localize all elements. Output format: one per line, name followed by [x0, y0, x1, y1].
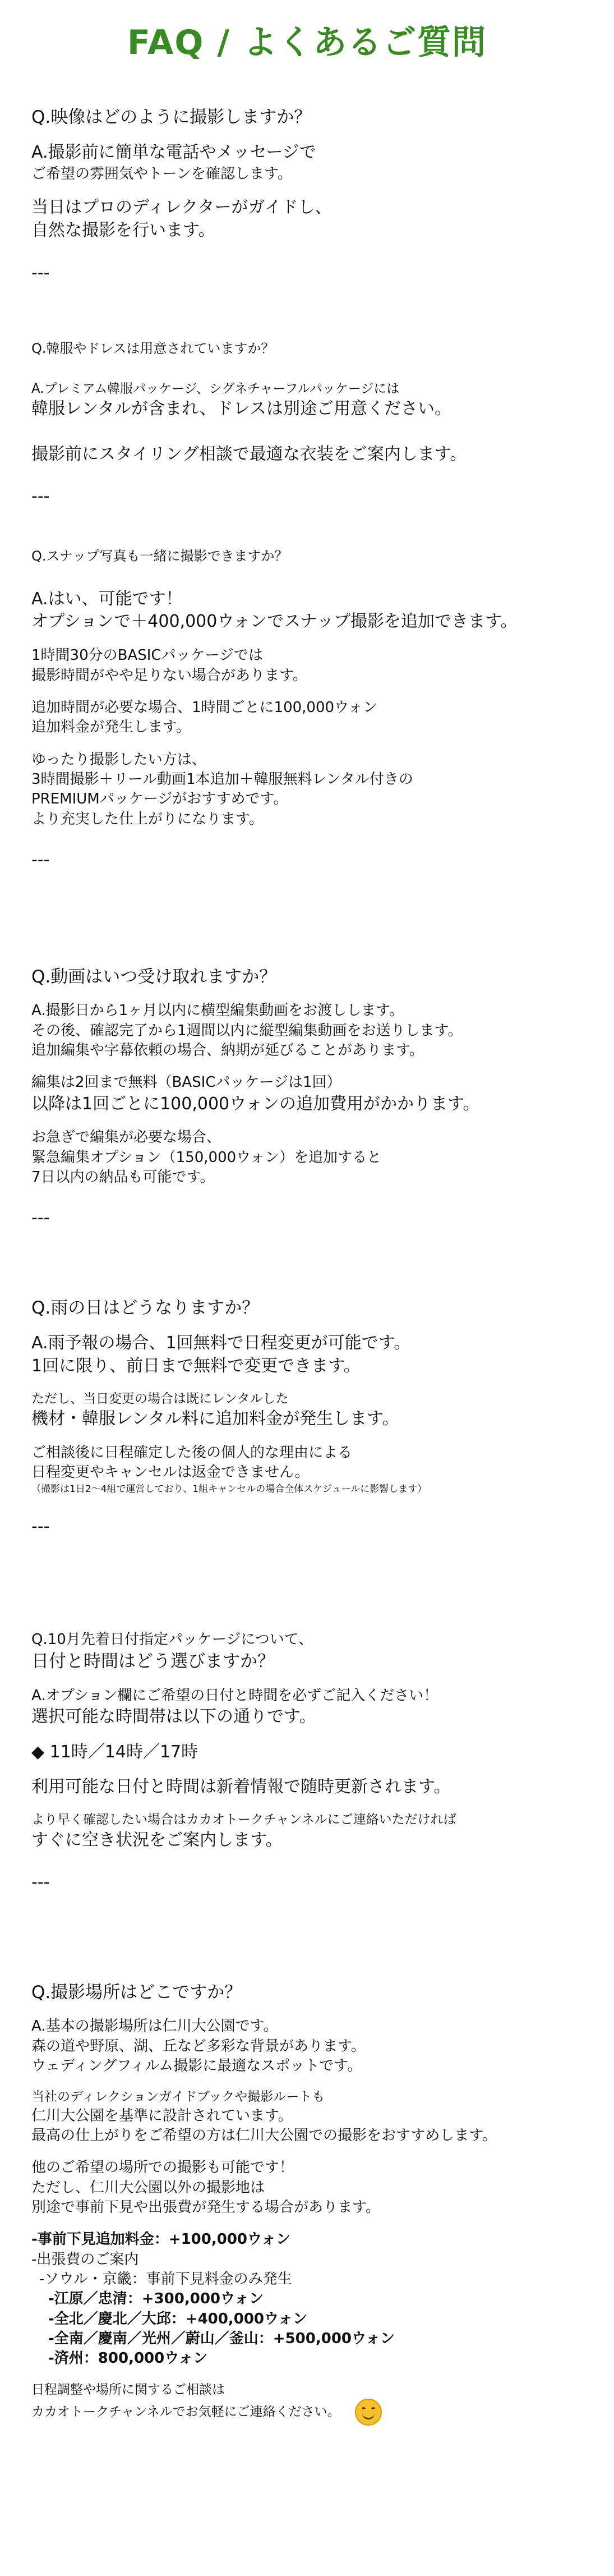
faq-answer-line: ウェディングフィルム撮影に最適なスポットです。: [31, 2057, 362, 2074]
faq-answer-line: 機材・韓服レンタル料に追加料金が発生します。: [31, 1409, 399, 1429]
faq-question: Q.撮影場所はどこですか？: [31, 1982, 242, 2003]
smiley-icon: [355, 2399, 382, 2426]
faq-answer-line: 7日以内の納品も可能です。: [31, 1169, 215, 1186]
section-divider: ---: [31, 263, 50, 283]
travel-fee-region: -全南／慶南／光州／蔚山／釜山：+500,000ウォン: [48, 2330, 395, 2348]
faq-question: 日付と時間はどう選びますか？: [31, 1651, 275, 1672]
faq-answer-line: 最高の仕上がりをご希望の方は仁川大公園での撮影をおすすめします。: [31, 2127, 497, 2144]
faq-answer-line: A.オプション欄にご希望の日付と時間を必ずご記入ください！: [31, 1687, 438, 1704]
faq-answer-line: その後、確認完了から1週間以内に縦型編集動画をお送りします。: [31, 1022, 463, 1039]
faq-question: Q.スナップ写真も一緒に撮影できますか？: [31, 548, 288, 564]
faq-answer-line: 緊急編集オプション（150,000ウォン）を追加すると: [31, 1149, 382, 1166]
time-slots: ◆ 11時／14時／17時: [31, 1742, 198, 1762]
faq-section-hanbok: [31, 339, 592, 505]
travel-fee-seoul: -ソウル・京畿：事前下見料金のみ発生: [39, 2271, 292, 2288]
faq-answer-line: A.プレミアム韓服パッケージ、シグネチャーフルパッケージには: [31, 381, 400, 396]
section-divider: ---: [31, 1872, 50, 1893]
faq-answer-line: 追加編集や字幕依頼の場合、納期が延びることがあります。: [31, 1041, 424, 1059]
faq-answer-line: 他のご希望の場所での撮影も可能です！: [31, 2159, 294, 2176]
faq-section-rain: [31, 1296, 592, 1535]
faq-answer-line: 1回に限り、前日まで無料で変更できます。: [31, 1356, 361, 1376]
contact-line: [31, 2399, 592, 2426]
faq-answer-line: A.撮影前に簡単な電話やメッセージで: [31, 143, 316, 163]
section-divider: ---: [31, 486, 50, 507]
faq-section-location: [31, 1981, 592, 2426]
faq-question: Q.動画はいつ受け取れますか？: [31, 967, 277, 987]
faq-answer-line: 撮影前にスタイリング相談で最適な衣装をご案内します。: [31, 444, 467, 464]
section-divider: ---: [31, 850, 50, 870]
faq-answer-line: 当日はプロのディレクターがガイドし、: [31, 198, 332, 218]
travel-fee-region: -済州：800,000ウォン: [48, 2350, 208, 2367]
faq-answer-line: 追加料金が発生します。: [31, 719, 191, 736]
faq-answer-line: PREMIUMパッケージがおすすめです。: [31, 791, 288, 808]
faq-answer-line: 別途で事前下見や出張費が発生する場合があります。: [31, 2198, 380, 2216]
faq-answer-line: A.雨予報の場合、1回無料で日程変更が可能です。: [31, 1333, 411, 1353]
faq-answer-line: 以降は1回ごとに100,000ウォンの追加費用がかかります。: [31, 1094, 480, 1114]
faq-section-delivery: [31, 965, 592, 1227]
faq-question: Q.雨の日はどうなりますか？: [31, 1298, 260, 1318]
section-divider: ---: [31, 1208, 50, 1228]
faq-answer-line: ご希望の雰囲気やトーンを確認します。: [31, 165, 292, 182]
faq-answer-line: より早く確認したい場合はカカオトークチャンネルにご連絡いただければ: [31, 1812, 456, 1827]
travel-fee-region: -江原／忠清：+300,000ウォン: [48, 2290, 264, 2308]
travel-fee-region: -全北／慶北／大邱：+400,000ウォン: [48, 2310, 307, 2327]
faq-answer-line: 追加時間が必要な場合、1時間ごとに100,000ウォン: [31, 699, 378, 716]
faq-answer-line: ゆったり撮影したい方は、: [31, 751, 206, 768]
faq-section-snap: [31, 547, 592, 869]
page-title: FAQ / よくあるご質問: [127, 23, 487, 62]
faq-answer-line: 当社のディレクションガイドブックや撮影ルートも: [31, 2090, 325, 2105]
faq-answer-line: ただし、仁川大公園以外の撮影地は: [31, 2179, 265, 2196]
faq-answer-line: 3時間撮影＋リール動画1本追加＋韓服無料レンタル付きの: [31, 771, 413, 788]
faq-answer-line: 韓服レンタルが含まれ、ドレスは別途ご用意ください。: [31, 398, 451, 419]
faq-answer-line: すぐに空き状況をご案内します。: [31, 1830, 283, 1850]
faq-answer-line: A.基本の撮影場所は仁川大公園です。: [31, 2018, 278, 2035]
section-divider: ---: [31, 1516, 50, 1536]
faq-answer-line: 撮影時間がやや足りない場合があります。: [31, 667, 307, 684]
faq-question: Q.映像はどのように撮影しますか？: [31, 107, 312, 127]
faq-answer-line: ただし、当日変更の場合は既にレンタルした: [31, 1391, 289, 1406]
contact-text: カカオトークチャンネルでお気軽にご連絡ください。: [31, 2404, 340, 2419]
faq-answer-line: 1時間30分のBASICパッケージでは: [31, 647, 264, 664]
faq-answer-line: 利用可能な日付と時間は新着情報で随時更新されます。: [31, 1777, 451, 1797]
faq-answer-line: ご相談後に日程確定した後の個人的な理由による: [31, 1444, 353, 1461]
faq-note: （撮影は1日2〜4組で運営しており、1組キャンセルの場合全体スケジュールに影響します）: [31, 1483, 427, 1495]
faq-section-october-package: [31, 1630, 592, 1891]
faq-answer-line: オプションで＋400,000ウォンでスナップ撮影を追加できます。: [31, 612, 518, 632]
faq-question: Q.韓服やドレスは用意されていますか？: [31, 341, 275, 356]
faq-answer-line: 自然な撮影を行います。: [31, 221, 215, 241]
faq-answer-line: 選択可能な時間帯は以下の通りです。: [31, 1706, 316, 1726]
faq-answer-line: A.撮影日から1ヶ月以内に横型編集動画をお渡しします。: [31, 1002, 404, 1020]
faq-answer-line: 仁川大公園を基準に設計されています。: [31, 2107, 293, 2124]
faq-answer-line: お急ぎで編集が必要な場合、: [31, 1129, 221, 1146]
travel-fee-heading: -出張費のご案内: [31, 2251, 139, 2268]
faq-answer-line: 日程変更やキャンセルは返金できません。: [31, 1464, 310, 1481]
faq-answer-line: 編集は2回まで無料（BASICパッケージは1回）: [31, 1074, 341, 1091]
faq-question: Q.10月先着日付指定パッケージについて、: [31, 1631, 313, 1648]
contact-line: 日程調整や場所に関するご相談は: [31, 2382, 225, 2397]
faq-answer-line: 森の道や野原、湖、丘など多彩な背景があります。: [31, 2037, 366, 2055]
faq-answer-line: より充実した仕上がりになります。: [31, 810, 264, 828]
faq-section-filming: [31, 105, 592, 282]
faq-answer-line: A.はい、可能です！: [31, 589, 183, 609]
inspection-fee: -事前下見追加料金：+100,000ウォン: [31, 2231, 290, 2248]
